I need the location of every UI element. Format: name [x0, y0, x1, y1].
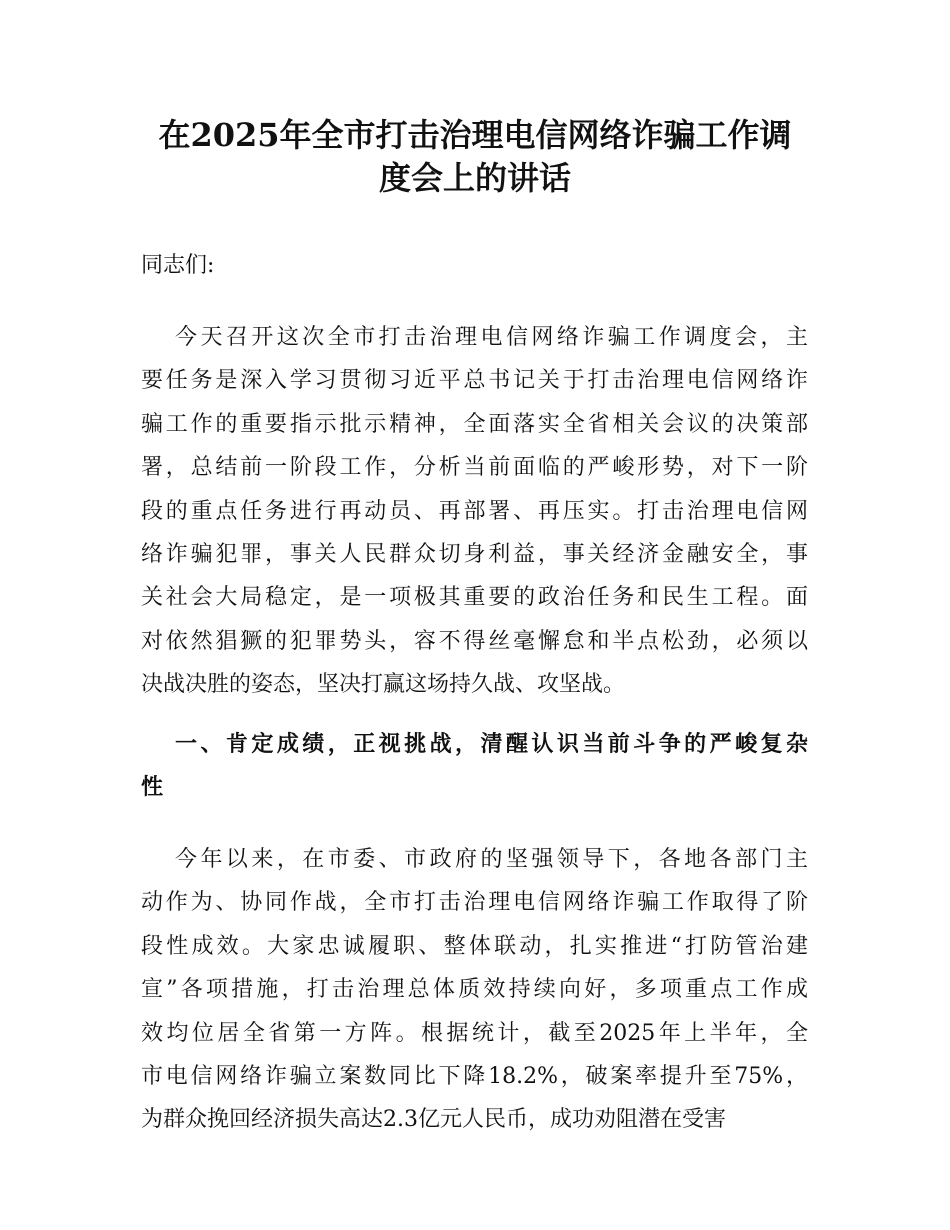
heading1-line: 性 — [141, 775, 164, 801]
paragraph2-line: 效均位居全省第一方阵。根据统计，截至2025年上半年，全 — [141, 1020, 808, 1046]
salutation — [141, 244, 808, 287]
paragraph1-line: 署，总结前一阶段工作，分析当前面临的严峻形势，对下一阶 — [141, 455, 808, 481]
salutation-text: 同志们: — [141, 253, 215, 278]
title-line: 在2025年全市打击治理电信网络诈骗工作调 — [158, 116, 792, 154]
paragraph1-line: 段的重点任务进行再动员、再部署、再压实。打击治理电信网 — [141, 498, 808, 524]
paragraph1-line: 关社会大局稳定，是一项极其重要的政治任务和民生工程。面 — [141, 585, 808, 611]
paragraph-1 — [141, 316, 808, 707]
paragraph1-line: 要任务是深入学习贯彻习近平总书记关于打击治理电信网络诈 — [141, 368, 808, 394]
paragraph2-line: 动作为、协同作战，全市打击治理电信网络诈骗工作取得了阶 — [141, 890, 808, 916]
title-line: 度会上的讲话 — [378, 159, 571, 197]
paragraph1-line: 今天召开这次全市打击治理电信网络诈骗工作调度会，主 — [175, 325, 808, 350]
paragraph1-line: 对依然猖獗的犯罪势头，容不得丝毫懈怠和半点松劲，必须以 — [141, 628, 808, 654]
paragraph2-line: 段性成效。大家忠诚履职、整体联动，扎实推进“打防管治建 — [141, 933, 808, 959]
paragraph-2 — [141, 838, 808, 1142]
paragraph1-line: 决战决胜的姿态，坚决打赢这场持久战、攻坚战。 — [141, 672, 626, 698]
paragraph2-line: 为群众挽回经济损失高达2.3亿元人民币，成功劝阻潜在受害 — [141, 1107, 726, 1133]
paragraph2-line: 宣”各项措施，打击治理总体质效持续向好，多项重点工作成 — [141, 977, 808, 1003]
document-title — [120, 114, 830, 200]
paragraph1-line: 骗工作的重要指示批示精神，全面落实全省相关会议的决策部 — [141, 411, 808, 437]
section-heading-1 — [141, 723, 808, 810]
heading1-line: 一、肯定成绩，正视挑战，清醒认识当前斗争的严峻复杂 — [175, 732, 808, 757]
paragraph2-line: 市电信网络诈骗立案数同比下降18.2%，破案率提升至75%， — [141, 1063, 808, 1089]
paragraph1-line: 络诈骗犯罪，事关人民群众切身利益，事关经济金融安全，事 — [141, 541, 808, 567]
paragraph2-line: 今年以来，在市委、市政府的坚强领导下，各地各部门主 — [175, 847, 808, 872]
